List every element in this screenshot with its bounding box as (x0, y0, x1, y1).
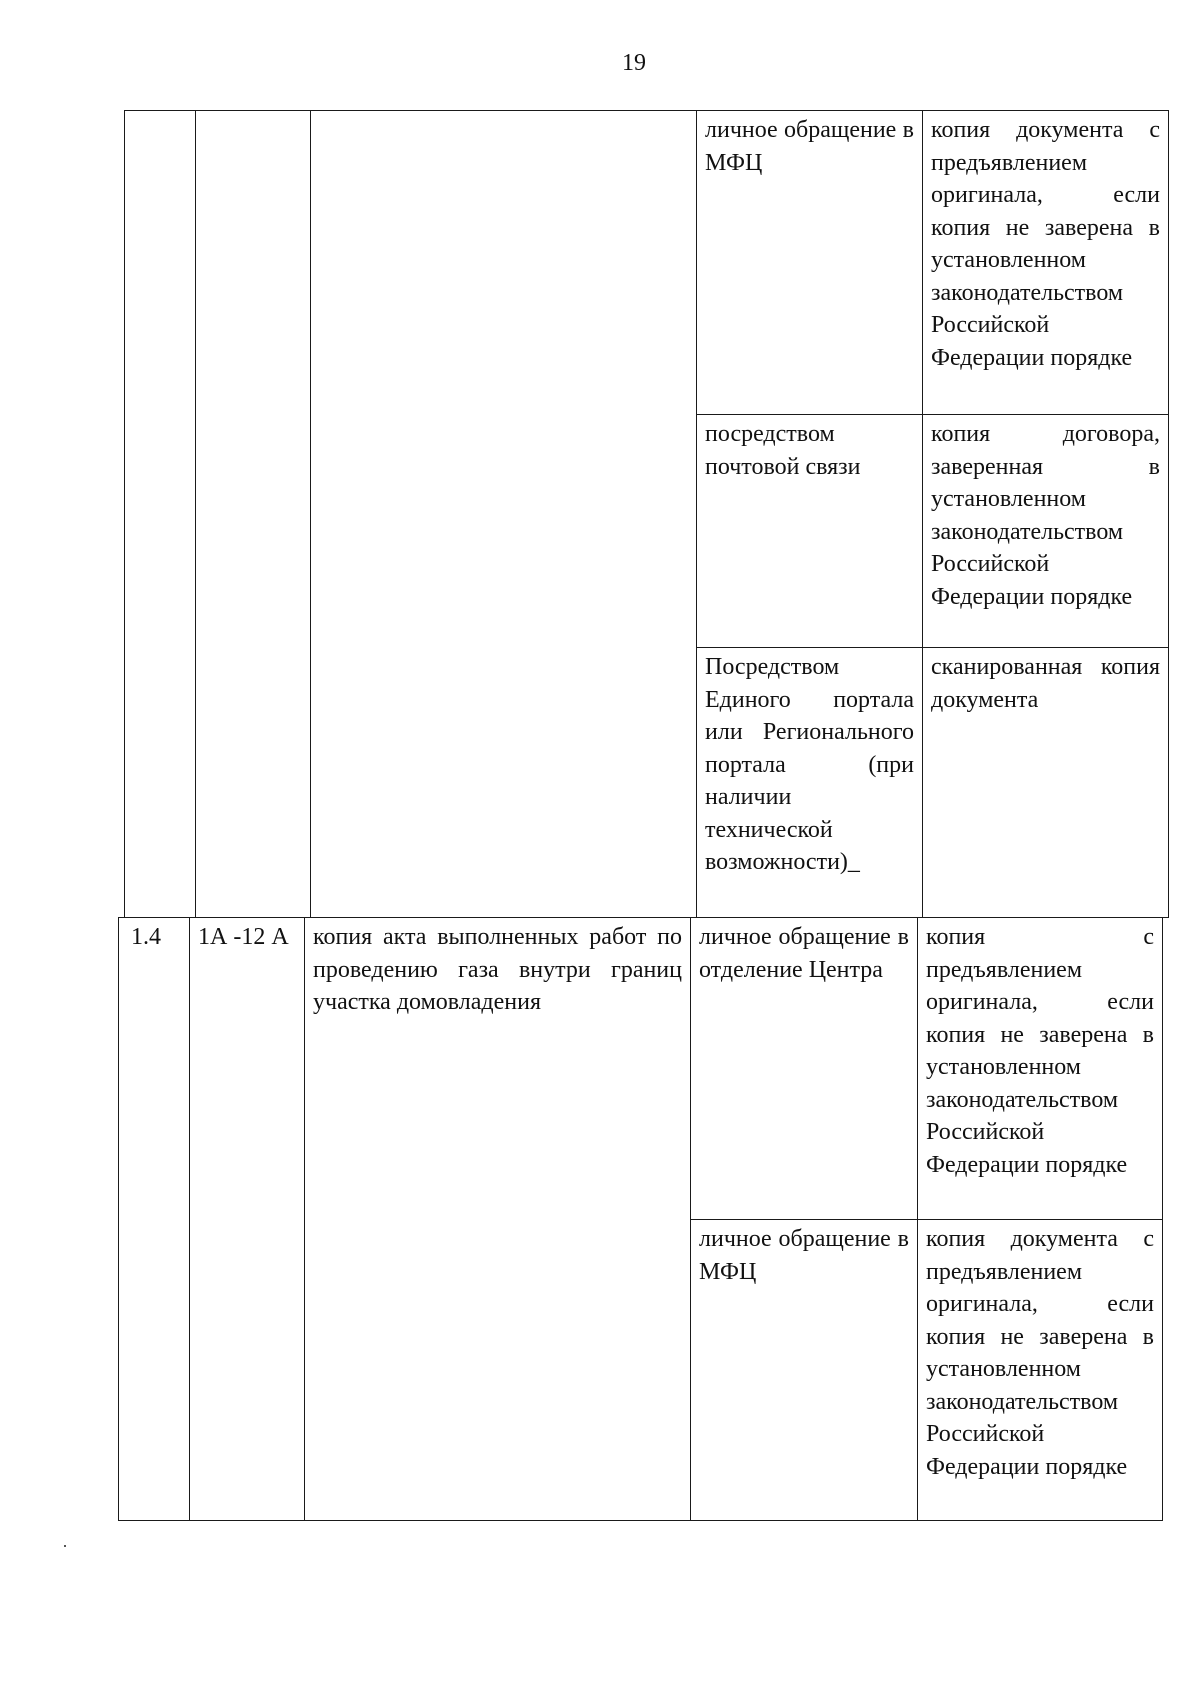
scan-speck (64, 1545, 66, 1547)
table-row (125, 111, 1169, 415)
cell-code: 1А -12 А (190, 918, 305, 1521)
cell-code-empty (196, 111, 311, 918)
cell-document: сканированная копия документа (923, 648, 1169, 918)
cell-number: 1.4 (119, 918, 190, 1521)
cell-method: посредством почтовой связи (697, 415, 923, 648)
page-number: 19 (622, 50, 646, 76)
cell-method: личное обращение в МФЦ (691, 1220, 918, 1521)
cell-number-empty (125, 111, 196, 918)
cell-method: Посредством Единого портала или Регионального портала (при наличии технической возможности)_ (697, 648, 923, 918)
cell-document: копия договора, заверенная в установленном законодательством Российской Федерации порядке (923, 415, 1169, 648)
cell-document: копия с предъявлением оригинала, если копия не заверена в установленном законодательством Российской Федерации порядке (918, 918, 1163, 1220)
cell-method: личное обращение в МФЦ (697, 111, 923, 415)
cell-method: личное обращение в отделение Центра (691, 918, 918, 1220)
cell-document: копия документа с предъявлением оригинала, если копия не заверена в установленном законодательством Российской Федерации порядке (918, 1220, 1163, 1521)
cell-name: копия акта выполненных работ по проведению газа внутри границ участка домовладения (305, 918, 691, 1521)
cell-document: копия документа с предъявлением оригинала, если копия не заверена в установленном законодательством Российской Федерации порядке (923, 111, 1169, 415)
table-continuation (124, 110, 1169, 918)
cell-name-empty (311, 111, 697, 918)
table-row (119, 918, 1163, 1220)
table-row-1-4 (118, 917, 1163, 1521)
